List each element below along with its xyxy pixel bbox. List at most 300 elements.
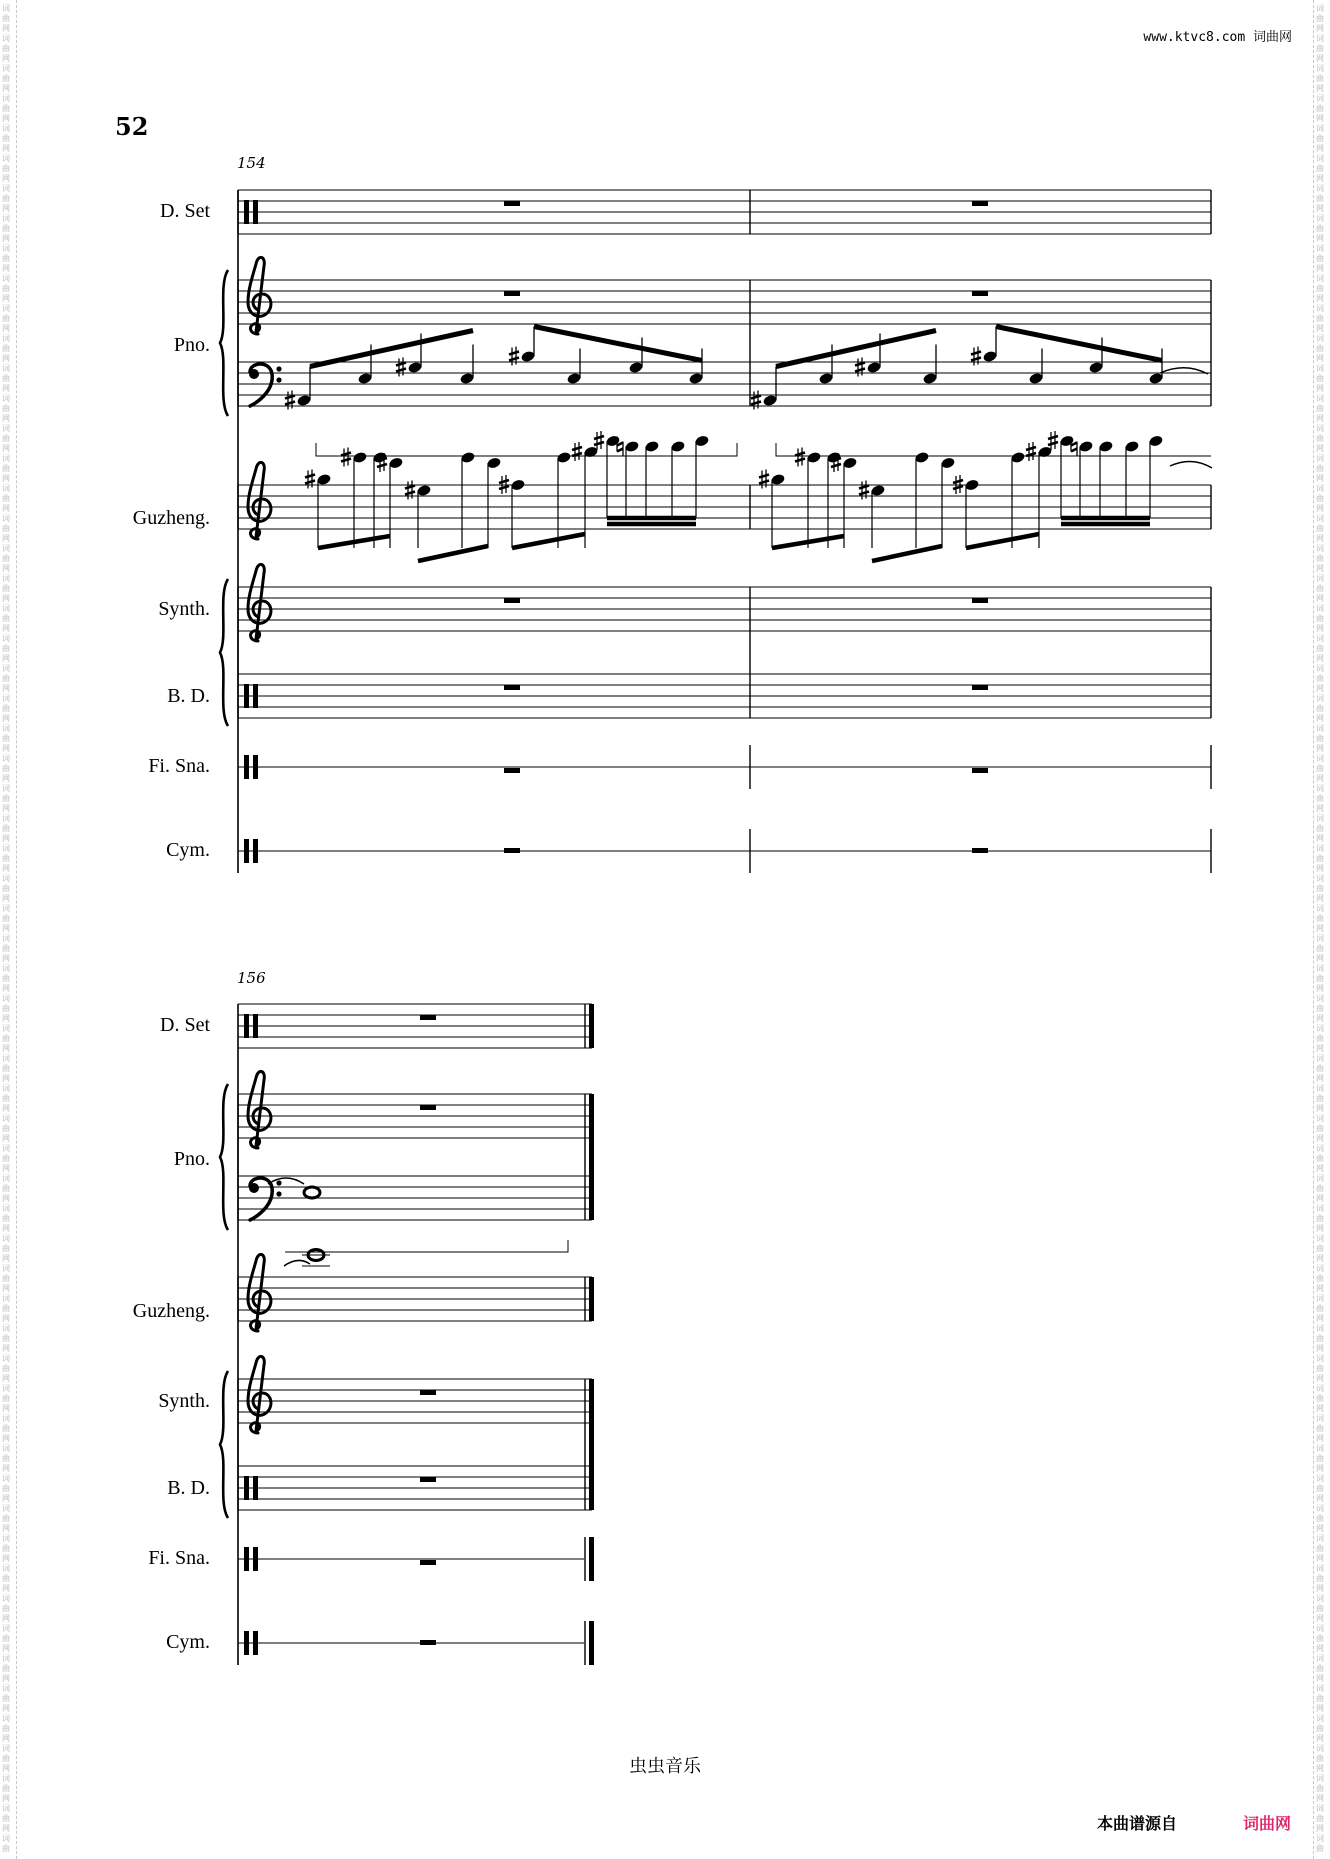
watermark-glyph: 曲 [2, 1334, 10, 1343]
watermark-glyph: 词 [1316, 814, 1324, 823]
watermark-glyph: 词 [1316, 1684, 1324, 1693]
watermark-glyph: 词 [2, 604, 10, 613]
watermark-glyph: 词 [1316, 1564, 1324, 1573]
watermark-glyph: 网 [1316, 654, 1324, 663]
watermark-glyph: 词 [1316, 1234, 1324, 1243]
watermark-glyph: 网 [2, 1764, 10, 1773]
watermark-glyph: 曲 [1316, 554, 1324, 563]
watermark-glyph: 网 [2, 714, 10, 723]
watermark-glyph: 曲 [1316, 344, 1324, 353]
watermark-glyph: 词 [2, 874, 10, 883]
watermark-glyph: 词 [1316, 994, 1324, 1003]
watermark-glyph: 曲 [1316, 524, 1324, 533]
watermark-glyph: 曲 [1316, 314, 1324, 323]
watermark-glyph: 词 [1316, 1714, 1324, 1723]
watermark-glyph: 词 [1316, 1534, 1324, 1543]
watermark-glyph: 网 [2, 1314, 10, 1323]
watermark-glyph: 曲 [2, 614, 10, 623]
watermark-glyph: 曲 [1316, 1004, 1324, 1013]
watermark-glyph: 词 [1316, 1774, 1324, 1783]
watermark-glyph: 曲 [2, 1274, 10, 1283]
watermark-glyph: 曲 [1316, 494, 1324, 503]
watermark-glyph: 网 [1316, 1074, 1324, 1083]
beam [776, 331, 936, 367]
watermark-glyph: 词 [2, 814, 10, 823]
watermark-glyph: 曲 [1316, 1514, 1324, 1523]
treble-clef [248, 1254, 271, 1331]
sharp-accidental [285, 391, 295, 410]
watermark-glyph: 网 [1316, 1524, 1324, 1533]
watermark-glyph: 网 [2, 654, 10, 663]
sharp-accidental [305, 470, 315, 489]
watermark-glyph: 曲 [2, 1004, 10, 1013]
watermark-glyph: 词 [2, 1804, 10, 1813]
final-barline-thick [589, 1621, 594, 1665]
watermark-glyph: 词 [1316, 4, 1324, 13]
tie [268, 1178, 304, 1184]
watermark-glyph: 曲 [2, 374, 10, 383]
watermark-glyph: 网 [2, 54, 10, 63]
watermark-glyph: 曲 [2, 734, 10, 743]
watermark-glyph: 词 [1316, 1444, 1324, 1453]
watermark-glyph: 曲 [1316, 764, 1324, 773]
watermark-glyph: 网 [1316, 354, 1324, 363]
guzheng-note [694, 434, 709, 447]
guzheng-note [670, 440, 685, 453]
final-barline-thick [589, 1379, 594, 1510]
watermark-glyph: 网 [2, 1584, 10, 1593]
watermark-glyph: 词 [2, 484, 10, 493]
watermark-glyph: 网 [2, 504, 10, 513]
watermark-glyph: 词 [1316, 484, 1324, 493]
watermark-glyph: 词 [2, 1324, 10, 1333]
watermark-glyph: 网 [1316, 1704, 1324, 1713]
watermark-glyph: 词 [1316, 1204, 1324, 1213]
watermark-glyph: 网 [1316, 684, 1324, 693]
watermark-glyph: 词 [2, 844, 10, 853]
watermark-glyph: 网 [1316, 834, 1324, 843]
watermark-glyph: 词 [2, 514, 10, 523]
instrument-label: Pno. [173, 1148, 210, 1170]
watermark-glyph: 词 [1316, 604, 1324, 613]
watermark-glyph: 词 [2, 1534, 10, 1543]
sharp-accidental [405, 481, 415, 500]
tuplet-bracket [776, 443, 1211, 456]
instrument-label: D. Set [160, 200, 210, 222]
whole-rest [504, 685, 520, 690]
instrument-label: D. Set [160, 1014, 210, 1036]
watermark-glyph: 词 [1316, 214, 1324, 223]
watermark-glyph: 词 [2, 214, 10, 223]
watermark-glyph: 词 [1316, 154, 1324, 163]
measure-number: 154 [237, 154, 266, 172]
watermark-glyph: 曲 [2, 1064, 10, 1073]
watermark-glyph: 词 [1316, 184, 1324, 193]
watermark-glyph: 网 [1316, 624, 1324, 633]
sharp-accidental [971, 347, 981, 366]
watermark-glyph: 词 [1316, 1054, 1324, 1063]
watermark-glyph: 网 [1316, 294, 1324, 303]
guzheng-note [644, 440, 659, 453]
watermark-glyph: 词 [1316, 244, 1324, 253]
instrument-label: Guzheng. [132, 507, 210, 529]
watermark-glyph: 曲 [2, 1604, 10, 1613]
watermark-glyph: 曲 [2, 434, 10, 443]
watermark-glyph: 曲 [1316, 1334, 1324, 1343]
watermark-glyph: 网 [2, 1554, 10, 1563]
watermark-glyph: 曲 [2, 1394, 10, 1403]
watermark-glyph: 曲 [2, 1184, 10, 1193]
watermark-glyph: 曲 [2, 1634, 10, 1643]
watermark-glyph: 曲 [1316, 1154, 1324, 1163]
watermark-glyph: 曲 [2, 404, 10, 413]
watermark-glyph: 网 [1316, 534, 1324, 543]
treble-clef [248, 257, 271, 334]
watermark-glyph: 词 [1316, 1414, 1324, 1423]
sharp-accidental [509, 347, 519, 366]
whole-rest [504, 201, 520, 206]
watermark-glyph: 词 [1316, 424, 1324, 433]
watermark-glyph: 曲 [1316, 1094, 1324, 1103]
watermark-glyph: 网 [2, 1464, 10, 1473]
watermark-glyph: 网 [1316, 264, 1324, 273]
watermark-glyph: 网 [2, 1644, 10, 1653]
watermark-glyph: 曲 [2, 1514, 10, 1523]
watermark-glyph: 网 [2, 1734, 10, 1743]
watermark-glyph: 曲 [1316, 1724, 1324, 1733]
guzheng-note [486, 456, 501, 469]
treble-clef [248, 1356, 271, 1433]
whole-rest [972, 291, 988, 296]
watermark-glyph: 曲 [1316, 134, 1324, 143]
sharp-accidental [396, 358, 406, 377]
instrument-label: Guzheng. [132, 1300, 210, 1322]
watermark-glyph: 网 [2, 1614, 10, 1623]
watermark-glyph: 网 [1316, 114, 1324, 123]
watermark-glyph: 词 [1316, 1384, 1324, 1393]
watermark-glyph: 网 [1316, 1134, 1324, 1143]
whole-rest [504, 291, 520, 296]
final-barline-thick [589, 1277, 594, 1321]
watermark-glyph: 词 [1316, 1594, 1324, 1603]
watermark-glyph: 网 [2, 624, 10, 633]
watermark-glyph: 网 [1316, 1374, 1324, 1383]
watermark-glyph: 网 [2, 114, 10, 123]
watermark-glyph: 曲 [2, 1574, 10, 1583]
watermark-glyph: 网 [1316, 1824, 1324, 1833]
watermark-glyph: 网 [1316, 234, 1324, 243]
watermark-glyph: 词 [2, 1774, 10, 1783]
watermark-glyph: 词 [2, 1294, 10, 1303]
watermark-glyph: 网 [1316, 894, 1324, 903]
watermark-glyph: 网 [2, 234, 10, 243]
sharp-accidental [855, 358, 865, 377]
sharp-accidental [759, 470, 769, 489]
whole-rest [972, 685, 988, 690]
watermark-glyph: 词 [1316, 454, 1324, 463]
watermark-glyph: 词 [1316, 544, 1324, 553]
watermark-glyph: 词 [1316, 724, 1324, 733]
tuplet-bracket [285, 1240, 568, 1252]
watermark-glyph: 曲 [1316, 1184, 1324, 1193]
watermark-glyph: 词 [1316, 964, 1324, 973]
watermark-glyph: 曲 [1316, 1424, 1324, 1433]
site-url: www.ktvc8.com 词曲网 [1143, 30, 1292, 45]
watermark-glyph: 曲 [1316, 914, 1324, 923]
watermark-glyph: 曲 [2, 1754, 10, 1763]
watermark-glyph: 网 [2, 1434, 10, 1443]
watermark-glyph: 词 [2, 1504, 10, 1513]
whole-rest [420, 1560, 436, 1565]
watermark-glyph: 网 [2, 84, 10, 93]
watermark-glyph: 网 [1316, 1554, 1324, 1563]
watermark-glyph: 网 [2, 144, 10, 153]
watermark-glyph: 词 [1316, 1474, 1324, 1483]
watermark-glyph: 曲 [2, 524, 10, 533]
watermark-glyph: 网 [1316, 1584, 1324, 1593]
watermark-glyph: 词 [1316, 274, 1324, 283]
watermark-glyph: 曲 [1316, 1034, 1324, 1043]
watermark-glyph: 网 [1316, 1614, 1324, 1623]
watermark-glyph: 网 [2, 1494, 10, 1503]
watermark-glyph: 词 [1316, 1144, 1324, 1153]
watermark-glyph: 词 [2, 724, 10, 733]
watermark-glyph: 网 [2, 684, 10, 693]
watermark-glyph: 曲 [2, 1544, 10, 1553]
instrument-label: B. D. [167, 1477, 210, 1499]
watermark-glyph: 曲 [2, 164, 10, 173]
whole-rest [420, 1390, 436, 1395]
watermark-glyph: 词 [1316, 1354, 1324, 1363]
watermark-glyph: 网 [2, 954, 10, 963]
watermark-glyph: 词 [2, 1114, 10, 1123]
watermark-glyph: 网 [2, 294, 10, 303]
watermark-glyph: 网 [2, 834, 10, 843]
watermark-glyph: 曲 [1316, 1634, 1324, 1643]
instrument-label: Fi. Sna. [148, 1547, 210, 1569]
watermark-glyph: 网 [2, 1524, 10, 1533]
watermark-glyph: 词 [2, 1384, 10, 1393]
watermark-glyph: 曲 [1316, 224, 1324, 233]
watermark-glyph: 词 [1316, 754, 1324, 763]
treble-clef [248, 462, 271, 539]
watermark-glyph: 词 [1316, 364, 1324, 373]
watermark-glyph: 曲 [1316, 44, 1324, 53]
whole-rest [420, 1640, 436, 1645]
watermark-glyph: 曲 [1316, 1274, 1324, 1283]
watermark-glyph: 词 [2, 454, 10, 463]
instrument-label: Synth. [158, 1390, 210, 1412]
watermark-glyph: 曲 [1316, 884, 1324, 893]
watermark-glyph: 曲 [2, 14, 10, 23]
watermark-glyph: 曲 [1316, 1694, 1324, 1703]
watermark-glyph: 网 [2, 1074, 10, 1083]
watermark-glyph: 词 [2, 1594, 10, 1603]
watermark-glyph: 词 [1316, 634, 1324, 643]
watermark-glyph: 网 [1316, 954, 1324, 963]
watermark-glyph: 曲 [1316, 1484, 1324, 1493]
watermark-glyph: 曲 [1316, 374, 1324, 383]
watermark-glyph: 曲 [1316, 1244, 1324, 1253]
watermark-glyph: 网 [2, 24, 10, 33]
watermark-glyph: 词 [1316, 934, 1324, 943]
watermark-glyph: 词 [2, 64, 10, 73]
watermark-glyph: 曲 [2, 974, 10, 983]
whole-rest [420, 1105, 436, 1110]
watermark-glyph: 词 [1316, 1654, 1324, 1663]
sharp-accidental [572, 442, 582, 461]
watermark-glyph: 曲 [1316, 1304, 1324, 1313]
final-barline-thick [589, 1094, 594, 1220]
watermark-glyph: 词 [2, 124, 10, 133]
watermark-glyph: 词 [2, 4, 10, 13]
watermark-glyph: 曲 [2, 1244, 10, 1253]
watermark-glyph: 网 [2, 444, 10, 453]
watermark-glyph: 网 [2, 1404, 10, 1413]
watermark-glyph: 词 [2, 1444, 10, 1453]
watermark-glyph: 曲 [1316, 404, 1324, 413]
beam [996, 327, 1162, 361]
watermark-glyph: 曲 [2, 44, 10, 53]
watermark-glyph: 词 [2, 994, 10, 1003]
instrument-label: Cym. [166, 839, 210, 861]
whole-rest [972, 848, 988, 853]
watermark-glyph: 曲 [1316, 1664, 1324, 1673]
watermark-glyph: 曲 [1316, 1844, 1324, 1853]
watermark-glyph: 曲 [2, 254, 10, 263]
watermark-glyph: 词 [2, 634, 10, 643]
watermark-glyph: 网 [2, 414, 10, 423]
guzheng-note [806, 451, 821, 464]
watermark-glyph: 曲 [1316, 1754, 1324, 1763]
sharp-accidental [341, 448, 351, 467]
watermark-glyph: 曲 [1316, 974, 1324, 983]
guzheng-note [964, 478, 979, 491]
guzheng-note [510, 478, 525, 491]
watermark-glyph: 词 [2, 1354, 10, 1363]
watermark-glyph: 网 [1316, 1254, 1324, 1263]
watermark-glyph: 曲 [2, 824, 10, 833]
watermark-glyph: 词 [2, 1714, 10, 1723]
watermark-glyph: 网 [2, 534, 10, 543]
watermark-glyph: 网 [2, 924, 10, 933]
watermark-glyph: 词 [1316, 1084, 1324, 1093]
watermark-glyph: 网 [1316, 804, 1324, 813]
tie [1170, 461, 1212, 468]
watermark-glyph: 曲 [2, 794, 10, 803]
brace [220, 1371, 228, 1518]
watermark-glyph: 网 [2, 204, 10, 213]
watermark-glyph: 网 [1316, 24, 1324, 33]
watermark-glyph: 网 [2, 1134, 10, 1143]
watermark-glyph: 曲 [1316, 284, 1324, 293]
watermark-glyph: 网 [1316, 1764, 1324, 1773]
watermark-glyph: 词 [1316, 1294, 1324, 1303]
watermark-glyph: 网 [2, 1674, 10, 1683]
watermark-glyph: 曲 [1316, 854, 1324, 863]
watermark-glyph: 曲 [1316, 14, 1324, 23]
watermark-glyph: 词 [1316, 1324, 1324, 1333]
watermark-glyph: 词 [1316, 1114, 1324, 1123]
watermark-glyph: 词 [2, 694, 10, 703]
watermark-glyph: 曲 [2, 1214, 10, 1223]
watermark-glyph: 曲 [2, 194, 10, 203]
watermark-glyph: 网 [2, 804, 10, 813]
page-number: 52 [115, 112, 149, 141]
watermark-glyph: 曲 [1316, 1604, 1324, 1613]
watermark-glyph: 词 [1316, 64, 1324, 73]
watermark-glyph: 曲 [2, 224, 10, 233]
watermark-glyph: 网 [2, 1104, 10, 1113]
watermark-glyph: 词 [2, 1654, 10, 1663]
watermark-glyph: 词 [1316, 94, 1324, 103]
watermark-glyph: 网 [2, 1254, 10, 1263]
instrument-label: Fi. Sna. [148, 755, 210, 777]
watermark-glyph: 词 [1316, 1834, 1324, 1843]
watermark-glyph: 网 [1316, 444, 1324, 453]
watermark-glyph: 网 [2, 474, 10, 483]
watermark-glyph: 曲 [2, 1694, 10, 1703]
watermark-glyph: 曲 [1316, 614, 1324, 623]
guzheng-note [352, 451, 367, 464]
guzheng-note [1148, 434, 1163, 447]
watermark-glyph: 网 [2, 324, 10, 333]
watermark-glyph: 网 [1316, 1104, 1324, 1113]
watermark-glyph: 曲 [2, 1034, 10, 1043]
brace [220, 1084, 228, 1230]
whole-rest [972, 768, 988, 773]
footer-source-label: 本曲谱源自 [1097, 1814, 1178, 1833]
watermark-glyph: 网 [2, 384, 10, 393]
watermark-glyph: 曲 [2, 1094, 10, 1103]
watermark-glyph: 网 [1316, 474, 1324, 483]
watermark-glyph: 曲 [2, 134, 10, 143]
watermark-glyph: 网 [1316, 84, 1324, 93]
watermark-glyph: 词 [1316, 304, 1324, 313]
watermark-glyph: 网 [1316, 1794, 1324, 1803]
watermark-glyph: 词 [2, 754, 10, 763]
beam [310, 331, 473, 367]
watermark-glyph: 曲 [2, 674, 10, 683]
watermark-glyph: 网 [1316, 1434, 1324, 1443]
beam [872, 546, 942, 561]
watermark-glyph: 曲 [2, 1844, 10, 1853]
sharp-accidental [1048, 431, 1058, 450]
watermark-glyph: 曲 [2, 464, 10, 473]
watermark-glyph: 曲 [1316, 1364, 1324, 1373]
watermark-glyph: 网 [1316, 1734, 1324, 1743]
watermark-glyph: 词 [2, 1054, 10, 1063]
watermark-glyph: 网 [2, 774, 10, 783]
watermark-glyph: 词 [2, 544, 10, 553]
watermark-glyph: 词 [2, 154, 10, 163]
watermark-glyph: 网 [1316, 564, 1324, 573]
watermark-glyph: 曲 [1316, 1544, 1324, 1553]
watermark-glyph: 网 [1316, 1464, 1324, 1473]
whole-rest [504, 598, 520, 603]
watermark-glyph: 词 [2, 424, 10, 433]
watermark-glyph: 曲 [2, 1784, 10, 1793]
watermark-glyph: 词 [2, 964, 10, 973]
watermark-glyph: 曲 [2, 854, 10, 863]
watermark-glyph: 曲 [2, 1724, 10, 1733]
watermark-glyph: 曲 [1316, 1064, 1324, 1073]
watermark-glyph: 网 [1316, 744, 1324, 753]
watermark-glyph: 词 [1316, 1504, 1324, 1513]
watermark-glyph: 词 [2, 1564, 10, 1573]
beam [966, 534, 1039, 548]
treble-clef [248, 564, 271, 641]
